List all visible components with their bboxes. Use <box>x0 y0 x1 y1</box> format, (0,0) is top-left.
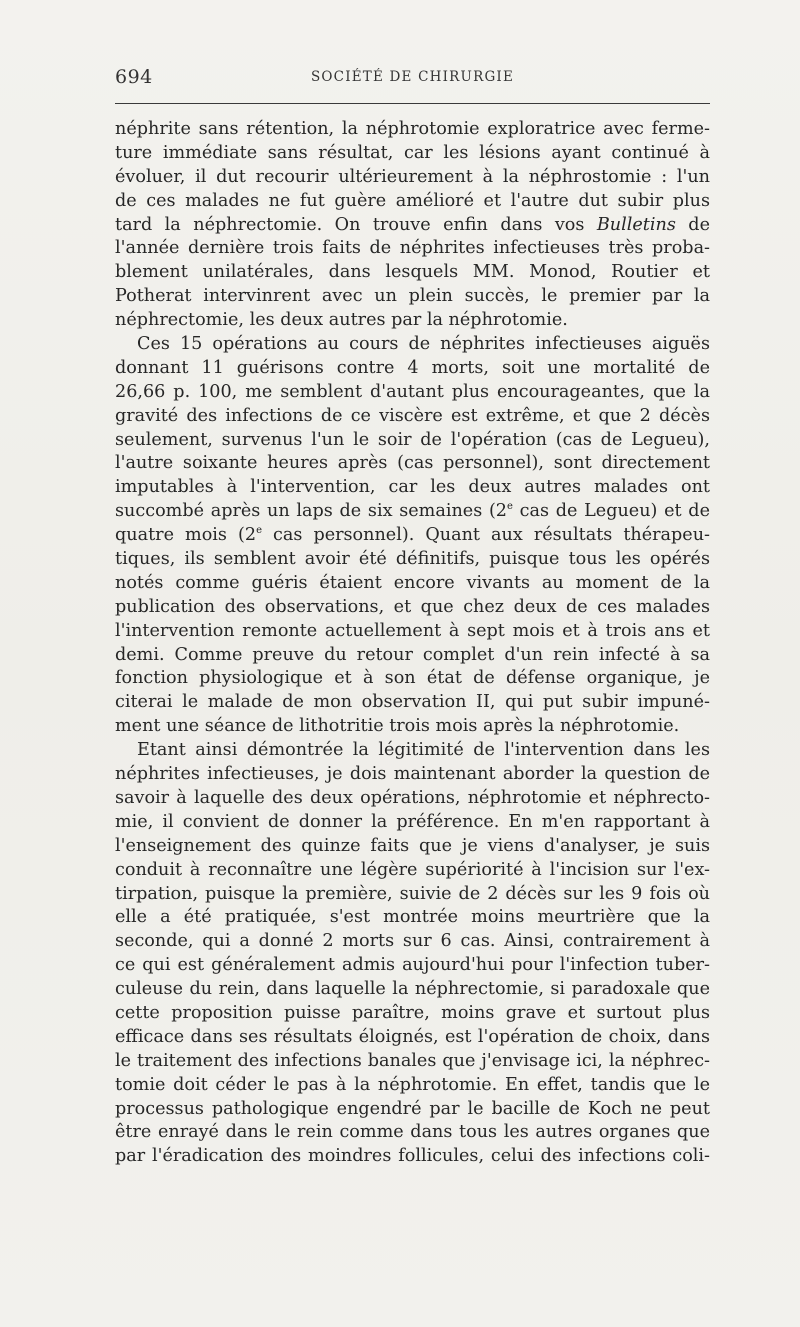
line-text: ment une séance de lithotritie trois mois après la néphrotomie. <box>115 716 680 737</box>
line-text: publication des observations, et que chez deux de ces malades <box>115 596 710 617</box>
text-line <box>115 1026 710 1050</box>
text-line <box>115 381 710 405</box>
line-text: ture immédiate sans résultat, car les lésions ayant continué à <box>115 142 710 163</box>
text-line <box>115 1098 710 1122</box>
text-line <box>115 524 710 548</box>
text-line <box>115 811 710 835</box>
text-line <box>115 166 710 190</box>
body-text <box>115 118 710 1169</box>
line-text: seconde, qui a donné 2 morts sur 6 cas. Ainsi, contrairement à <box>115 931 710 952</box>
line-text: l'année dernière trois faits de néphrites infectieuses très proba- <box>115 238 710 259</box>
line-text: succombé après un laps de six semaines (2 <box>115 501 507 522</box>
text-line <box>115 739 710 763</box>
line-text-continuation: de <box>675 214 710 235</box>
text-line <box>115 930 710 954</box>
line-text: néphrectomie, les deux autres par la néphrotomie. <box>115 310 568 331</box>
text-line <box>115 883 710 907</box>
ordinal-superscript: e <box>256 525 262 537</box>
line-text: culeuse du rein, dans laquelle la néphrectomie, si paradoxale que <box>115 979 710 1000</box>
text-line <box>115 763 710 787</box>
line-text: savoir à laquelle des deux opérations, néphrotomie et néphrecto- <box>115 787 710 808</box>
text-line <box>115 261 710 285</box>
line-text: Etant ainsi démontrée la légitimité de l'intervention dans les <box>137 740 710 761</box>
page-header <box>115 66 710 92</box>
line-text: donnant 11 guérisons contre 4 morts, soit une mortalité de <box>115 357 710 378</box>
line-text: citerai le malade de mon observation II, qui put subir impuné- <box>115 692 710 713</box>
line-text: tiques, ils semblent avoir été définitifs, puisque tous les opérés <box>115 549 710 570</box>
text-line <box>115 357 710 381</box>
text-line <box>115 691 710 715</box>
text-line <box>115 859 710 883</box>
text-line <box>115 644 710 668</box>
text-line <box>115 190 710 214</box>
journal-title: Bulletins <box>596 214 676 235</box>
line-text: Ces 15 opérations au cours de néphrites infectieuses aiguës <box>137 334 710 355</box>
text-line <box>115 309 710 333</box>
text-line <box>115 667 710 691</box>
line-text: le traitement des infections banales que j'envisage ici, la néphrec- <box>115 1050 710 1071</box>
text-line <box>115 500 710 524</box>
line-text: tard la néphrectomie. On trouve enfin dans vos <box>115 214 597 235</box>
line-text: ce qui est généralement admis aujourd'hui pour l'infection tuber- <box>115 955 710 976</box>
text-line <box>115 954 710 978</box>
text-line <box>115 285 710 309</box>
line-text: être enrayé dans le rein comme dans tous les autres organes que <box>115 1122 710 1143</box>
line-text: blement unilatérales, dans lesquels MM. Monod, Routier et <box>115 262 710 283</box>
line-text: néphrite sans rétention, la néphrotomie exploratrice avec ferme- <box>115 119 710 139</box>
text-line <box>115 548 710 572</box>
text-line <box>115 1074 710 1098</box>
line-text: mie, il convient de donner la préférence. En m'en rapportant à <box>115 811 710 832</box>
text-line <box>115 333 710 357</box>
line-text: gravité des infections de ce viscère est extrême, et que 2 décès <box>115 405 710 426</box>
line-text: évoluer, il dut recourir ultérieurement à la néphrostomie : l'un <box>115 166 710 187</box>
text-line <box>115 452 710 476</box>
text-line <box>115 429 710 453</box>
line-text: par l'éradication des moindres follicules, celui des infections coli- <box>115 1146 710 1167</box>
line-text: demi. Comme preuve du retour complet d'un rein infecté à sa <box>115 644 710 665</box>
line-text: seulement, survenus l'un le soir de l'opération (cas de Legueu), <box>115 429 710 450</box>
text-line <box>115 118 710 142</box>
text-line <box>115 476 710 500</box>
line-text: néphrites infectieuses, je dois maintenant aborder la question de <box>115 764 710 785</box>
line-text: processus pathologique engendré par le bacille de Koch ne peut <box>115 1098 710 1119</box>
text-line <box>115 835 710 859</box>
line-text: tomie doit céder le pas à la néphrotomie. En effet, tandis que le <box>115 1074 710 1095</box>
text-line <box>115 906 710 930</box>
page-number: 694 <box>115 66 153 88</box>
text-line <box>115 978 710 1002</box>
line-text: cette proposition puisse paraître, moins grave et surtout plus <box>115 1002 710 1023</box>
text-line <box>115 1121 710 1145</box>
line-text: l'intervention remonte actuellement à sept mois et à trois ans et <box>115 620 710 641</box>
text-line <box>115 572 710 596</box>
line-text: efficace dans ses résultats éloignés, est l'opération de choix, dans <box>115 1026 710 1047</box>
line-text: 26,66 p. 100, me semblent d'autant plus encourageantes, que la <box>115 381 710 402</box>
line-text-continuation: cas personnel). Quant aux résultats thérapeu- <box>261 525 711 546</box>
text-line <box>115 620 710 644</box>
text-line <box>115 787 710 811</box>
line-text: conduit à reconnaître une légère supériorité à l'incision sur l'ex- <box>115 859 710 880</box>
text-line <box>115 142 710 166</box>
line-text: Potherat intervinrent avec un plein succès, le premier par la <box>115 286 710 307</box>
line-text-continuation: cas de Legueu) et de <box>512 501 710 522</box>
line-text: imputables à l'intervention, car les deux autres malades ont <box>115 477 710 498</box>
text-line <box>115 596 710 620</box>
line-text: tirpation, puisque la première, suivie de 2 décès sur les 9 fois où <box>115 883 710 904</box>
text-line <box>115 405 710 429</box>
line-text: l'autre soixante heures après (cas personnel), sont directement <box>115 453 710 474</box>
text-line <box>115 237 710 261</box>
running-title: SOCIÉTÉ DE CHIRURGIE <box>310 69 515 85</box>
line-text: de ces malades ne fut guère amélioré et l'autre dut subir plus <box>115 190 710 211</box>
line-text: quatre mois (2 <box>115 525 257 546</box>
text-line <box>115 1050 710 1074</box>
ordinal-superscript: e <box>507 501 513 513</box>
header-rule <box>115 103 710 104</box>
text-line <box>115 214 710 238</box>
text-line <box>115 715 710 739</box>
line-text: elle a été pratiquée, s'est montrée moins meurtrière que la <box>115 907 710 928</box>
text-line <box>115 1002 710 1026</box>
line-text: l'enseignement des quinze faits que je viens d'analyser, je suis <box>115 835 710 856</box>
text-line <box>115 1145 710 1169</box>
line-text: fonction physiologique et à son état de défense organique, je <box>115 668 710 689</box>
line-text: notés comme guéris étaient encore vivants au moment de la <box>115 572 710 593</box>
